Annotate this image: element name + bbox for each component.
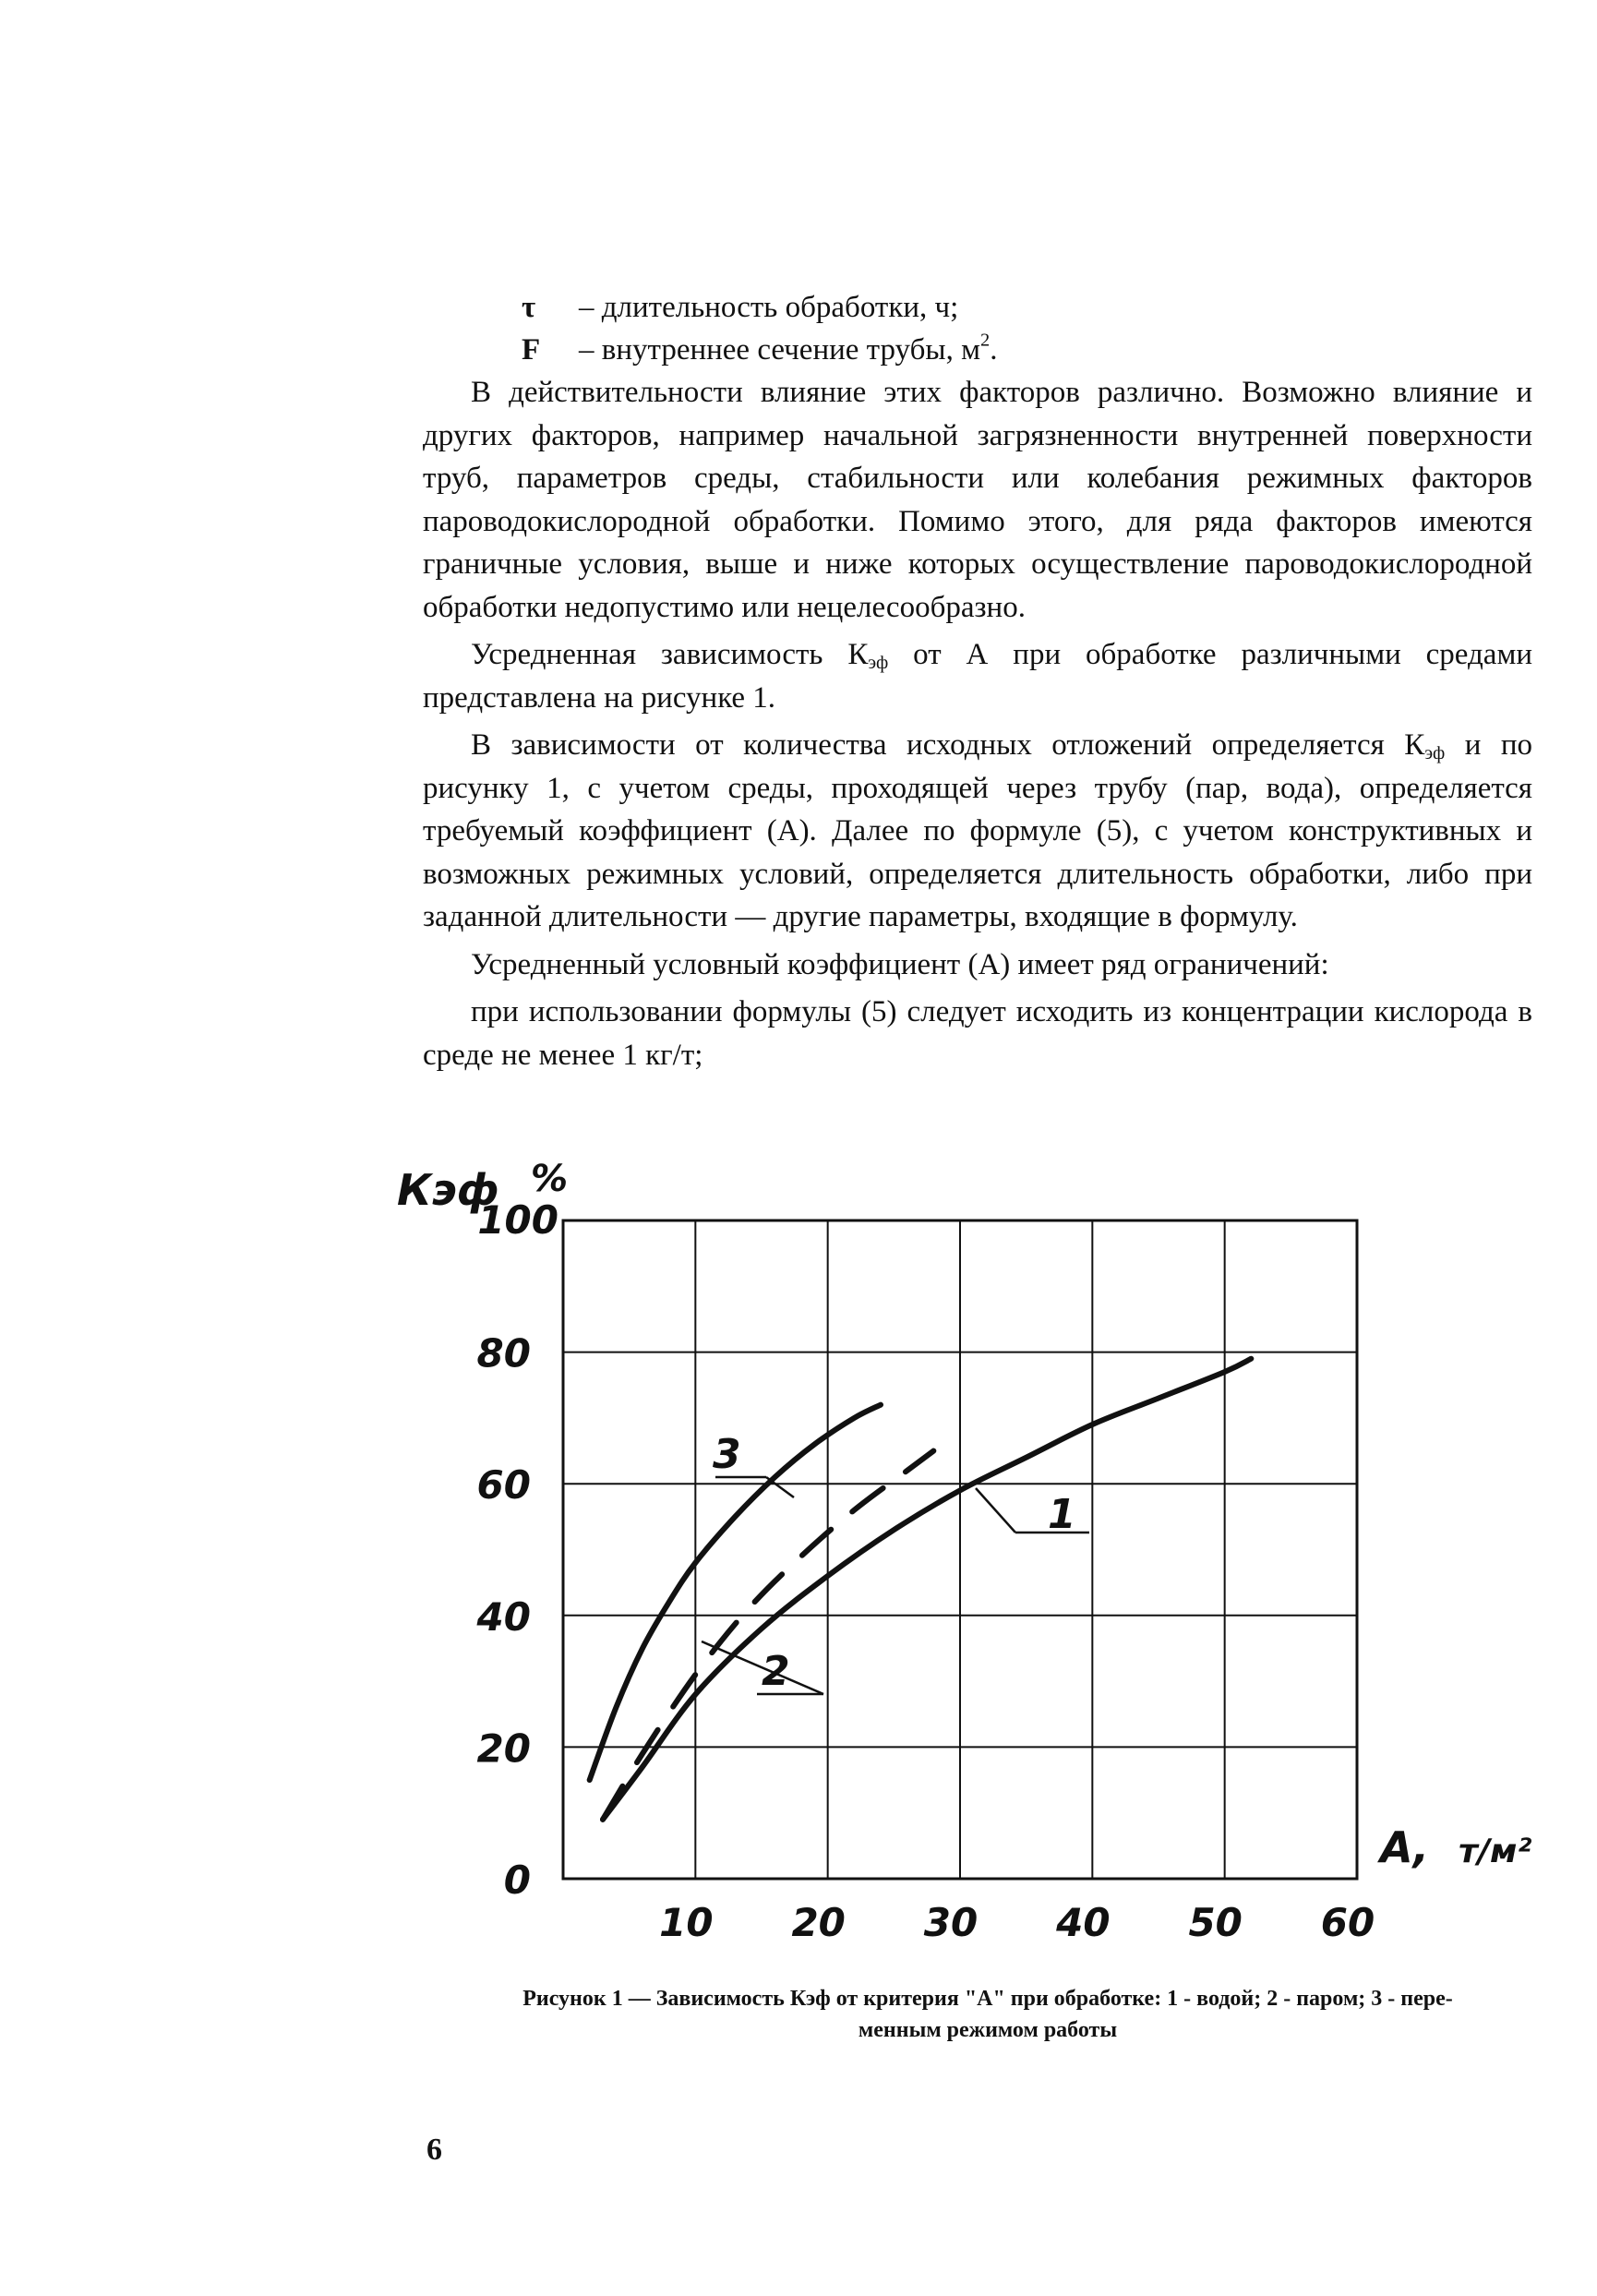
x-tick-label: 40	[1056, 1900, 1111, 1939]
chart	[369, 1154, 1569, 1939]
paragraph: Усредненный условный коэффициент (А) имеет ряд ограничений:	[471, 947, 1329, 981]
x-axis-unit: т/м²	[1459, 1833, 1532, 1870]
y-tick-label: 60	[476, 1462, 531, 1509]
figure-caption	[434, 1983, 1542, 2046]
x-axis-label: А,	[1380, 1822, 1430, 1872]
x-tick-label: 20	[791, 1900, 846, 1939]
y-tick-label: 0	[503, 1857, 531, 1903]
leader-line	[766, 1477, 794, 1497]
definition-text: – внутреннее сечение трубы, $м^2$.	[579, 330, 998, 367]
x-tick-label: 30	[923, 1900, 979, 1939]
definition-row	[522, 329, 997, 371]
chart-curves	[590, 1359, 1252, 1820]
y-axis-label: Кэф	[397, 1165, 499, 1215]
chart-labels	[397, 1158, 1531, 1939]
definition-text: – длительность обработки, ч;	[579, 291, 959, 324]
leader-line	[976, 1488, 1015, 1533]
definition-symbol: τ	[522, 291, 536, 324]
y-tick-label: 80	[476, 1330, 531, 1376]
y-tick-label: 20	[476, 1725, 531, 1772]
paragraph: В действительности влияние этих факторов различно. Возможно влияние и других факторов, например начальной загрязненности внутренней поверхности труб, параметров среды, стабильности или колебания режимных факторов пароводокислородной обработки. Помимо этого, для ряда факторов имеются граничные условия, выше и ниже которых осуществление пароводокислородной обработки недопустимо или нецелесообразно.	[423, 376, 1532, 624]
series-label-1: 1	[1048, 1491, 1076, 1538]
chart-grid	[563, 1220, 1357, 1879]
series-label-3: 3	[713, 1431, 741, 1478]
curve-series-1	[603, 1359, 1251, 1820]
x-tick-label: 60	[1320, 1900, 1375, 1939]
caption-line: Рисунок 1 — Зависимость Кэф от критерия "А" при обработке: 1 - водой; 2 - паром; 3 - пере-	[522, 1987, 1453, 2011]
definition-row	[522, 286, 997, 329]
figure-1	[369, 1154, 1569, 1943]
y-axis-unit: %	[531, 1158, 569, 1200]
paragraph: В зависимости от количества исходных отложений определяется $К_{эф}$ и по рисунку 1, с учетом среды, проходящей через трубу (пар, вода), определяется требуемый коэффициент (А). Далее по формуле (5), с учетом конструктивных и возможных режимных условий, определяется длительность обработки, либо при заданной длительности — другие параметры, входящие в формулу.	[423, 728, 1532, 933]
paragraph: Усредненная зависимость $К_{эф}$ от А при обработке различными средами представлена на рисунке 1.	[423, 638, 1532, 715]
x-tick-label: 10	[659, 1900, 714, 1939]
definition-symbol: F	[522, 333, 541, 367]
caption-line: менным режимом работы	[858, 2018, 1118, 2042]
paragraph: при использовании формулы (5) следует исходить из концентрации кислорода в среде не менее 1 кг/т;	[423, 995, 1532, 1072]
page-number: 6	[426, 2133, 442, 2167]
y-tick-label: 40	[476, 1593, 531, 1640]
x-tick-label: 50	[1188, 1900, 1243, 1939]
symbol-definitions	[522, 286, 997, 371]
series-label-2: 2	[762, 1648, 790, 1695]
y-tick-label: 100	[477, 1197, 558, 1243]
body-text	[423, 371, 1532, 1081]
